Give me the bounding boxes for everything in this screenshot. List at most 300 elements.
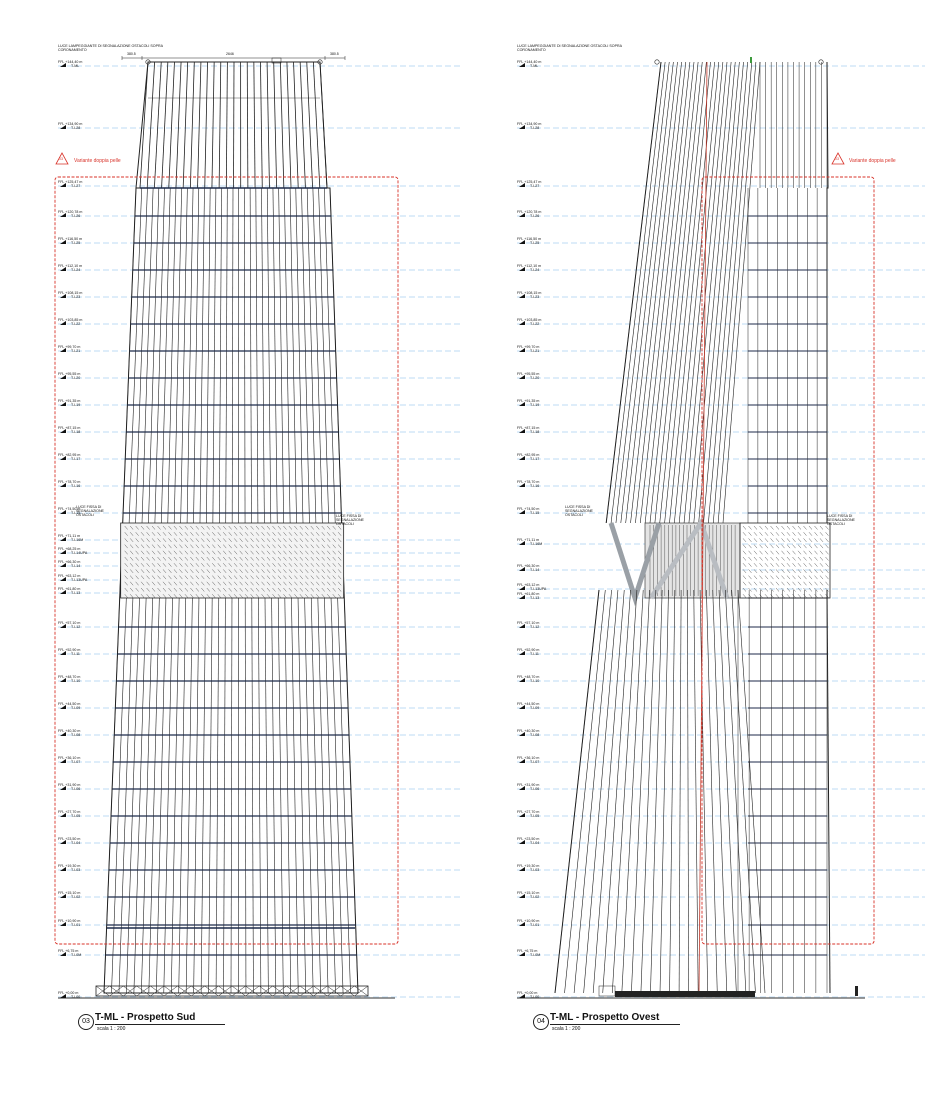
louver-blade bbox=[782, 551, 785, 555]
louver-blade bbox=[771, 551, 774, 555]
level-label bbox=[517, 372, 539, 380]
level-code: T-L17 bbox=[530, 457, 540, 461]
level-label bbox=[58, 345, 80, 353]
level-elevation: FFL +120,78 m bbox=[58, 210, 83, 214]
level-elevation: FFL +23,50 m bbox=[58, 837, 81, 841]
obstacle-light-icon bbox=[655, 60, 659, 64]
louver-blade bbox=[804, 526, 807, 530]
level-elevation: FFL +120,78 m bbox=[517, 210, 542, 214]
louver-blade bbox=[798, 557, 801, 561]
louver-blade bbox=[760, 538, 763, 542]
crown-mullion bbox=[280, 62, 284, 188]
louver-blade bbox=[826, 582, 829, 586]
level-code: T-L19 bbox=[71, 403, 81, 407]
crown-mullion bbox=[307, 62, 313, 188]
louver-blade bbox=[760, 582, 763, 586]
crown-mullion bbox=[219, 62, 221, 188]
louver-blade bbox=[760, 526, 763, 530]
caption-number-badge: 03 bbox=[78, 1014, 94, 1030]
level-elevation: FFL +125,47 m bbox=[58, 180, 83, 184]
level-label bbox=[517, 756, 539, 764]
louver-blade bbox=[776, 594, 779, 598]
level-elevation: FFL +99,70 m bbox=[58, 345, 81, 349]
roof-note: LUCE LAMPEGGIANTE DI SEGNALAZIONE OSTACOLI SOPRA CORONAMENTO bbox=[517, 44, 622, 52]
level-elevation: FFL +95,55 m bbox=[517, 372, 540, 376]
level-code: T-L14UPA bbox=[71, 551, 88, 555]
level-elevation: FFL +66,30 m bbox=[517, 564, 540, 568]
louver-blade bbox=[820, 526, 823, 530]
louver-blade bbox=[754, 582, 757, 586]
level-elevation: FFL +103,85 m bbox=[517, 318, 542, 322]
louver-blade bbox=[782, 594, 785, 598]
level-label bbox=[58, 318, 82, 326]
facade-mullion bbox=[669, 62, 714, 523]
louver-blade bbox=[749, 538, 752, 542]
dimension-text: 380.5 bbox=[127, 52, 136, 56]
louver-blade bbox=[765, 545, 768, 549]
louver-blade bbox=[798, 526, 801, 530]
louver-blade bbox=[743, 557, 746, 561]
louver-blade bbox=[793, 538, 796, 542]
louver-blade bbox=[826, 563, 829, 567]
level-elevation: FFL +27,70 m bbox=[517, 810, 540, 814]
level-label bbox=[58, 180, 82, 188]
louver-blade bbox=[743, 551, 746, 555]
louver-blade bbox=[815, 526, 818, 530]
level-label bbox=[517, 180, 541, 188]
shaft-outline bbox=[555, 590, 599, 993]
crown-mullion bbox=[183, 62, 188, 188]
louver-blade bbox=[782, 576, 785, 580]
louver-blade bbox=[782, 563, 785, 567]
level-elevation: FFL +36,10 m bbox=[517, 756, 540, 760]
elevation-drawing-west bbox=[465, 0, 930, 1096]
louver-blade bbox=[760, 532, 763, 536]
level-code: T-L27 bbox=[71, 184, 81, 188]
louver-blade bbox=[787, 551, 790, 555]
louver-blade bbox=[754, 538, 757, 542]
louver-blade bbox=[754, 563, 757, 567]
variant-tag-number: 03 bbox=[59, 157, 63, 161]
level-label bbox=[58, 264, 82, 272]
crown-mullion bbox=[190, 62, 194, 188]
louver-blade bbox=[809, 557, 812, 561]
facade-mullion bbox=[679, 590, 681, 993]
level-label bbox=[58, 453, 80, 461]
facade-mullion bbox=[679, 62, 723, 523]
level-code: T-L08 bbox=[530, 733, 540, 737]
facade-mullion bbox=[700, 590, 708, 993]
level-code: T-L10 bbox=[530, 679, 540, 683]
louver-blade bbox=[754, 532, 757, 536]
louver-blade bbox=[787, 526, 790, 530]
louver-blade bbox=[782, 545, 785, 549]
elevation-canvas bbox=[465, 0, 930, 1096]
podium-canopy bbox=[615, 991, 755, 997]
level-code: T-L21 bbox=[530, 349, 540, 353]
level-elevation: FFL +10,90 m bbox=[58, 919, 81, 923]
louver-blade bbox=[793, 563, 796, 567]
louver-blade bbox=[771, 545, 774, 549]
louver-blade bbox=[754, 545, 757, 549]
level-code: T-L12 bbox=[530, 625, 540, 629]
facade-mullion bbox=[641, 590, 656, 993]
louver-blade bbox=[743, 594, 746, 598]
caption-number-badge: 04 bbox=[533, 1014, 549, 1030]
level-elevation: FFL +48,70 m bbox=[58, 675, 81, 679]
louver-blade bbox=[782, 557, 785, 561]
level-label bbox=[58, 237, 82, 245]
louver-blade bbox=[787, 545, 790, 549]
louver-blade bbox=[765, 582, 768, 586]
level-elevation: FFL +112,10 m bbox=[517, 264, 542, 268]
louver-blade bbox=[771, 576, 774, 580]
louver-blade bbox=[809, 545, 812, 549]
level-elevation: FFL +52,90 m bbox=[517, 648, 540, 652]
louver-blade bbox=[809, 532, 812, 536]
level-code: T-L22 bbox=[530, 322, 540, 326]
crown-mullion bbox=[267, 62, 269, 188]
level-code: T-L25 bbox=[530, 241, 540, 245]
level-elevation: FFL +48,70 m bbox=[517, 675, 540, 679]
level-code: T-L16M bbox=[530, 542, 543, 546]
dimension-text: 380.5 bbox=[330, 52, 339, 56]
louver-blade bbox=[804, 545, 807, 549]
level-label bbox=[58, 621, 80, 629]
louver-blade bbox=[754, 526, 757, 530]
level-code: T-L03 bbox=[71, 868, 81, 872]
louver-blade bbox=[782, 532, 785, 536]
louver-blade bbox=[815, 538, 818, 542]
louver-blade bbox=[743, 526, 746, 530]
level-code: T-L00 bbox=[530, 995, 540, 999]
louver-blade bbox=[820, 551, 823, 555]
level-code: T-L17 bbox=[71, 457, 81, 461]
level-elevation: FFL +99,70 m bbox=[517, 345, 540, 349]
level-elevation: FFL +63,12 m bbox=[517, 583, 540, 587]
roof-note: LUCE LAMPEGGIANTE DI SEGNALAZIONE OSTACOLI SOPRA CORONAMENTO bbox=[58, 44, 163, 52]
louver-blade bbox=[798, 576, 801, 580]
level-code: T-L02 bbox=[530, 895, 540, 899]
louver-blade bbox=[793, 551, 796, 555]
level-label bbox=[58, 480, 80, 488]
level-elevation: FFL +112,10 m bbox=[58, 264, 83, 268]
louver-blade bbox=[826, 576, 829, 580]
level-elevation: FFL +74,50 m bbox=[517, 507, 540, 511]
level-label bbox=[58, 648, 80, 656]
level-elevation: FFL +144,40 m bbox=[58, 60, 83, 64]
crown-mullion bbox=[313, 62, 319, 188]
louver-blade bbox=[815, 532, 818, 536]
level-label bbox=[517, 345, 539, 353]
facade-mullion bbox=[706, 590, 717, 993]
louver-blade bbox=[826, 545, 829, 549]
level-code: T-ML bbox=[71, 64, 80, 68]
level-elevation: FFL +57,10 m bbox=[58, 621, 81, 625]
level-elevation: FFL +82,95 m bbox=[517, 453, 540, 457]
louver-blade bbox=[760, 576, 763, 580]
louver-blade bbox=[809, 594, 812, 598]
level-label bbox=[58, 756, 80, 764]
level-code: T-L03 bbox=[530, 868, 540, 872]
louver-blade bbox=[743, 588, 746, 592]
level-elevation: FFL +0,00 m bbox=[58, 991, 79, 995]
louver-blade bbox=[749, 532, 752, 536]
level-code: T-L11 bbox=[530, 652, 539, 656]
level-label bbox=[517, 592, 539, 600]
level-elevation: FFL +125,47 m bbox=[517, 180, 542, 184]
facade-mullion bbox=[640, 62, 690, 523]
level-elevation: FFL +36,10 m bbox=[58, 756, 81, 760]
louver-blade bbox=[749, 576, 752, 580]
facade-mullion bbox=[593, 590, 624, 993]
level-code: T-L22 bbox=[71, 322, 81, 326]
level-code: T-L02 bbox=[71, 895, 81, 899]
caption-title: T-ML - Prospetto Sud bbox=[95, 1012, 196, 1023]
facade-mullion bbox=[725, 590, 746, 993]
level-elevation: FFL +103,85 m bbox=[58, 318, 83, 322]
level-elevation: FFL +10,90 m bbox=[517, 919, 540, 923]
level-code: T-L13 bbox=[530, 596, 540, 600]
level-label bbox=[517, 783, 539, 791]
crown-mullion bbox=[234, 62, 235, 188]
level-label bbox=[517, 729, 539, 737]
louver-blade bbox=[776, 551, 779, 555]
level-elevation: FFL +74,50 m bbox=[58, 507, 81, 511]
obstacle-light-icon bbox=[819, 60, 823, 64]
louver-blade bbox=[765, 576, 768, 580]
louver-blade bbox=[776, 563, 779, 567]
louver-blade bbox=[793, 557, 796, 561]
level-elevation: FFL +116,50 m bbox=[517, 237, 542, 241]
level-elevation: FFL +91,35 m bbox=[517, 399, 540, 403]
louver-blade bbox=[787, 588, 790, 592]
level-code: T-L06 bbox=[71, 787, 81, 791]
level-code: T-L26 bbox=[530, 214, 540, 218]
level-elevation: FFL +71,11 m bbox=[58, 534, 81, 538]
louver-blade bbox=[782, 582, 785, 586]
variant-label: Variante doppia pelle bbox=[74, 158, 121, 164]
level-elevation: FFL +144,40 m bbox=[517, 60, 542, 64]
louver-blade bbox=[765, 563, 768, 567]
louver-blade bbox=[776, 557, 779, 561]
crown-mullion bbox=[140, 62, 148, 188]
louver-blade bbox=[820, 538, 823, 542]
drawing-caption bbox=[533, 1012, 703, 1036]
facade-mullion bbox=[670, 590, 675, 993]
louver-blade bbox=[776, 538, 779, 542]
level-code: T-L19 bbox=[530, 403, 540, 407]
caption-underline bbox=[550, 1024, 680, 1025]
louver-blade bbox=[793, 582, 796, 586]
level-elevation: FFL +61,80 m bbox=[517, 592, 540, 596]
louver-blade bbox=[815, 551, 818, 555]
level-label bbox=[58, 891, 80, 899]
level-code: T-L13 bbox=[71, 591, 81, 595]
crown-mullion bbox=[154, 62, 161, 188]
louver-blade bbox=[760, 594, 763, 598]
level-elevation: FFL +134,90 m bbox=[517, 122, 542, 126]
level-elevation: FFL +57,10 m bbox=[517, 621, 540, 625]
obstacle-light-note: LUCE FISSA DI SEGNALAZIONE OSTACOLI bbox=[76, 505, 104, 517]
level-label bbox=[517, 648, 539, 656]
level-label bbox=[58, 837, 80, 845]
louver-blade bbox=[760, 563, 763, 567]
level-code: T-L05 bbox=[71, 814, 81, 818]
louver-blade bbox=[820, 582, 823, 586]
crown-mullion bbox=[274, 62, 277, 188]
level-code: T-L08 bbox=[71, 733, 81, 737]
level-code: T-L07 bbox=[71, 760, 81, 764]
louver-blade bbox=[765, 557, 768, 561]
drawing-caption bbox=[78, 1012, 248, 1036]
louver-blade bbox=[793, 532, 796, 536]
louver-blade bbox=[754, 594, 757, 598]
dimension-text: 2646 bbox=[226, 52, 234, 56]
louver-blade bbox=[804, 532, 807, 536]
ground-truss bbox=[96, 986, 368, 996]
louver-blade bbox=[749, 582, 752, 586]
level-label bbox=[517, 864, 539, 872]
louver-blade bbox=[804, 576, 807, 580]
level-elevation: FFL +116,50 m bbox=[58, 237, 83, 241]
louver-blade bbox=[815, 582, 818, 586]
level-elevation: FFL +40,30 m bbox=[58, 729, 81, 733]
level-label bbox=[517, 949, 540, 957]
level-code: T-ML bbox=[530, 64, 539, 68]
louver-blade bbox=[820, 557, 823, 561]
obstacle-light-note: LUCE FISSA DI SEGNALAZIONE OSTACOLI bbox=[336, 514, 364, 526]
level-elevation: FFL +0,00 m bbox=[517, 991, 538, 995]
louver-blade bbox=[771, 526, 774, 530]
crown-mullion bbox=[247, 62, 248, 188]
louver-blade bbox=[776, 545, 779, 549]
level-label bbox=[58, 919, 80, 927]
caption-title: T-ML - Prospetto Ovest bbox=[550, 1012, 660, 1023]
level-code: T-L0M bbox=[71, 953, 82, 957]
level-elevation: FFL +40,30 m bbox=[517, 729, 540, 733]
level-label bbox=[517, 538, 542, 546]
louver-blade bbox=[776, 532, 779, 536]
louver-blade bbox=[798, 588, 801, 592]
louver-blade bbox=[771, 563, 774, 567]
louver-blade bbox=[776, 582, 779, 586]
level-code: T-L28 bbox=[530, 126, 540, 130]
level-code: T-L16M bbox=[71, 538, 84, 542]
facade-mullion bbox=[650, 590, 662, 993]
louver-blade bbox=[804, 551, 807, 555]
facade-mullion bbox=[732, 590, 756, 993]
louver-blade bbox=[743, 582, 746, 586]
level-code: T-L09 bbox=[530, 706, 540, 710]
level-elevation: FFL +87,15 m bbox=[58, 426, 81, 430]
louver-blade bbox=[743, 545, 746, 549]
crown-mullion bbox=[147, 62, 154, 188]
louver-blade bbox=[793, 526, 796, 530]
facade-mullion bbox=[660, 590, 668, 993]
louver-blade bbox=[787, 576, 790, 580]
level-label bbox=[517, 507, 539, 515]
shaft-outline bbox=[827, 62, 828, 523]
louver-blade bbox=[820, 576, 823, 580]
louver-blade bbox=[749, 557, 752, 561]
louver-blade bbox=[743, 576, 746, 580]
level-label bbox=[517, 399, 539, 407]
crown-mullion bbox=[169, 62, 175, 188]
shaft-outline bbox=[827, 590, 830, 993]
facade-mullion bbox=[612, 590, 637, 993]
louver-blade bbox=[749, 526, 752, 530]
facade-mullion bbox=[687, 590, 688, 993]
level-code: T-L12 bbox=[71, 625, 81, 629]
louver-blade bbox=[826, 526, 829, 530]
level-code: T-L20 bbox=[530, 376, 540, 380]
level-label bbox=[58, 587, 80, 595]
variant-tag-number: 03 bbox=[835, 157, 839, 161]
level-label bbox=[58, 372, 80, 380]
level-label bbox=[517, 318, 541, 326]
louver-blade bbox=[787, 557, 790, 561]
variant-label: Variante doppia pelle bbox=[849, 158, 896, 164]
louver-blade bbox=[743, 563, 746, 567]
level-elevation: FFL +44,50 m bbox=[58, 702, 81, 706]
louver-blade bbox=[804, 557, 807, 561]
level-elevation: FFL +108,15 m bbox=[517, 291, 542, 295]
level-code: T-L18 bbox=[71, 430, 81, 434]
level-elevation: FFL +71,11 m bbox=[517, 538, 540, 542]
level-label bbox=[517, 810, 539, 818]
level-label bbox=[58, 574, 87, 582]
level-label bbox=[58, 729, 80, 737]
level-elevation: FFL +108,15 m bbox=[58, 291, 83, 295]
louver-blade bbox=[809, 563, 812, 567]
level-code: T-L27 bbox=[530, 184, 540, 188]
crown-mullion bbox=[205, 62, 208, 188]
louver-blade bbox=[820, 545, 823, 549]
louver-blade bbox=[765, 569, 768, 573]
level-elevation: FFL +15,10 m bbox=[517, 891, 540, 895]
level-code: T-L18 bbox=[530, 430, 540, 434]
level-code: T-L26 bbox=[71, 214, 81, 218]
level-code: T-L00 bbox=[71, 995, 81, 999]
level-label bbox=[517, 237, 541, 245]
level-code: T-L10 bbox=[71, 679, 81, 683]
level-code: T-L07 bbox=[530, 760, 540, 764]
level-elevation: FFL +82,95 m bbox=[58, 453, 81, 457]
louver-blade bbox=[749, 563, 752, 567]
louver-blade bbox=[809, 582, 812, 586]
louver-blade bbox=[765, 551, 768, 555]
louver-blade bbox=[771, 594, 774, 598]
crown-mullion bbox=[254, 62, 255, 188]
level-elevation: FFL +31,90 m bbox=[517, 783, 540, 787]
louver-blade bbox=[809, 538, 812, 542]
facade-mullion bbox=[565, 590, 606, 993]
louver-blade bbox=[815, 576, 818, 580]
louver-blade bbox=[820, 532, 823, 536]
facade-mullion bbox=[694, 590, 698, 993]
facade-mullion bbox=[674, 62, 718, 523]
level-code: T-L14 bbox=[71, 564, 81, 568]
level-elevation: FFL +61,80 m bbox=[58, 587, 81, 591]
louver-blade bbox=[749, 551, 752, 555]
louver-blade bbox=[826, 538, 829, 542]
louver-blade bbox=[765, 588, 768, 592]
louver-blade bbox=[771, 588, 774, 592]
level-label bbox=[517, 621, 539, 629]
facade-mullion bbox=[635, 62, 685, 523]
louver-blade bbox=[765, 538, 768, 542]
